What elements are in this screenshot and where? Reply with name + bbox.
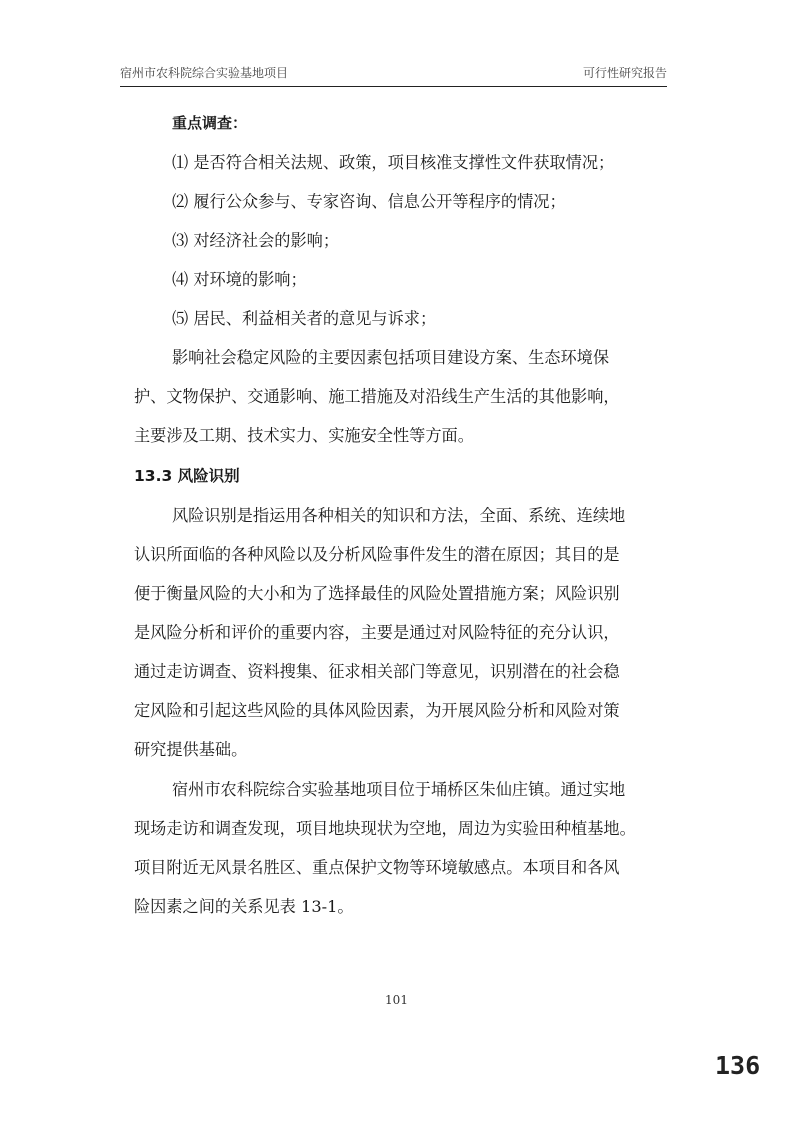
key-survey-title: 重点调查： — [172, 114, 248, 132]
risk-factors-line-1: 影响社会稳定风险的主要因素包括项目建设方案、生态环境保 — [172, 348, 610, 367]
stamped-page-number: 136 — [715, 1051, 761, 1080]
risk-identification-line-3: 便于衡量风险的大小和为了选择最佳的风险处置措施方案；风险识别 — [134, 584, 620, 603]
risk-factors-line-2: 护、文物保护、交通影响、施工措施及对沿线生产生活的其他影响， — [134, 387, 620, 406]
survey-item-3: ⑶ 对经济社会的影响； — [172, 231, 340, 250]
risk-factors-line-3: 主要涉及工期、技术实力、实施安全性等方面。 — [134, 426, 474, 445]
survey-item-1: ⑴ 是否符合相关法规、政策，项目核准支撑性文件获取情况； — [172, 153, 615, 172]
project-location-line-1: 宿州市农科院综合实验基地项目位于埇桥区朱仙庄镇。通过实地 — [172, 780, 626, 799]
risk-identification-line-2: 认识所面临的各种风险以及分析风险事件发生的潜在原因；其目的是 — [134, 545, 620, 564]
survey-item-2: ⑵ 履行公众参与、专家咨询、信息公开等程序的情况； — [172, 192, 566, 211]
header-report-type: 可行性研究报告 — [582, 66, 667, 80]
survey-item-4: ⑷ 对环境的影响； — [172, 270, 307, 289]
risk-identification-line-7: 研究提供基础。 — [134, 740, 248, 759]
section-heading-13-3: 13.3 风险识别 — [134, 467, 240, 485]
project-location-line-4: 险因素之间的关系见表 13-1。 — [134, 897, 354, 916]
risk-identification-line-1: 风险识别是指运用各种相关的知识和方法，全面、系统、连续地 — [172, 506, 626, 525]
risk-identification-line-6: 定风险和引起这些风险的具体风险因素，为开展风险分析和风险对策 — [134, 701, 620, 720]
risk-identification-line-5: 通过走访调查、资料搜集、征求相关部门等意见，识别潜在的社会稳 — [134, 662, 620, 681]
project-location-line-2: 现场走访和调查发现，项目地块现状为空地，周边为实验田种植基地。 — [134, 819, 636, 838]
header-project-title: 宿州市农科院综合实验基地项目 — [120, 66, 289, 80]
project-location-line-3: 项目附近无风景名胜区、重点保护文物等环境敏感点。本项目和各风 — [134, 858, 620, 877]
page-number: 101 — [385, 993, 408, 1007]
risk-identification-line-4: 是风险分析和评价的重要内容，主要是通过对风险特征的充分认识， — [134, 623, 620, 642]
page-header — [120, 62, 667, 87]
survey-item-5: ⑸ 居民、利益相关者的意见与诉求； — [172, 309, 437, 328]
